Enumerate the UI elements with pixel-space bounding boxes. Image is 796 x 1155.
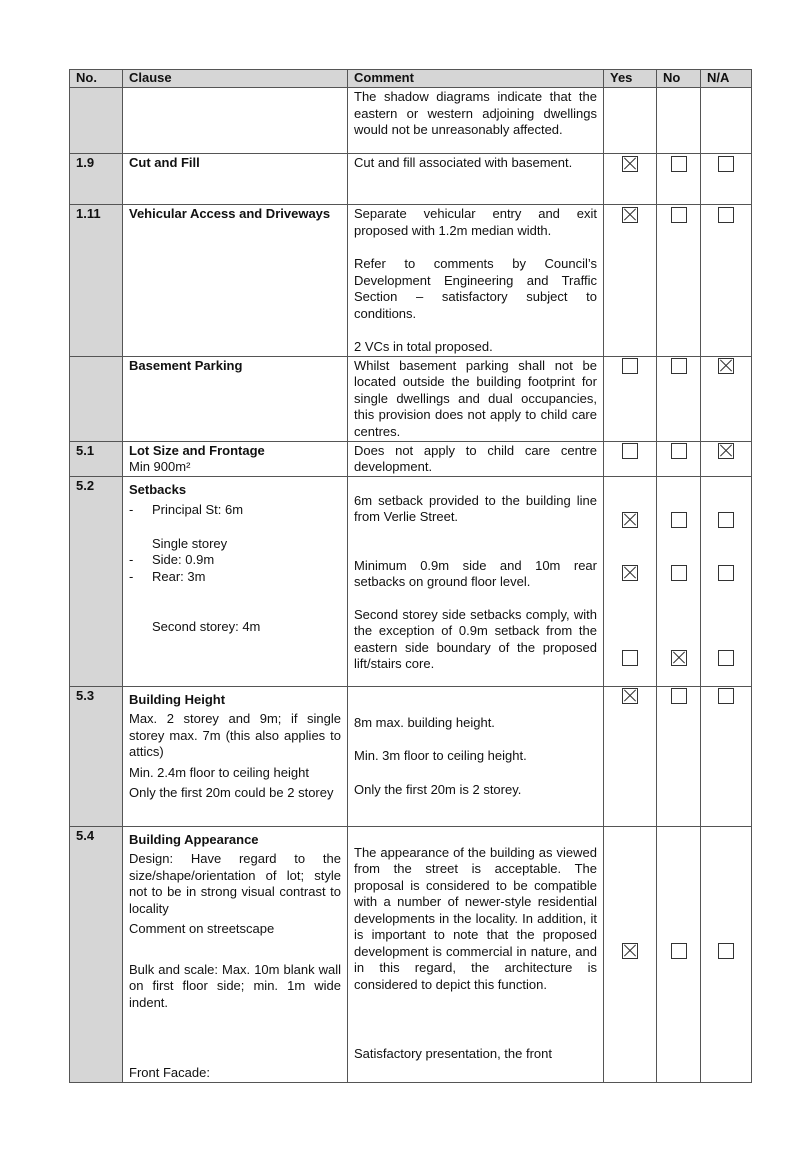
clause-number: 5.1 <box>70 441 123 476</box>
comment-cell: Separate vehicular entry and exit proposed with 1.2m median width. Refer to comments by Council’s Development Engineering and Traffic Section – satisfactory subject to conditions. 2 VCs in total proposed. <box>348 205 604 357</box>
table-row <box>70 154 752 205</box>
comment-cell: 8m max. building height. Min. 3m floor to ceiling height. Only the first 20m is 2 storey. <box>348 686 604 826</box>
no-checkbox[interactable] <box>671 688 687 704</box>
header-no-col: No <box>657 70 701 88</box>
clause-number: 5.2 <box>70 476 123 686</box>
table-header-row <box>70 70 752 88</box>
no-checkbox[interactable] <box>671 565 687 581</box>
no-checkbox[interactable] <box>671 207 687 223</box>
clause-title: Building Appearance <box>129 831 259 847</box>
clause-cell <box>123 441 348 476</box>
yes-checkbox[interactable] <box>622 650 638 666</box>
yes-checkbox[interactable] <box>622 443 638 459</box>
na-checkbox[interactable] <box>718 943 734 959</box>
yes-checkbox-checked[interactable] <box>622 512 638 528</box>
clause-number: 1.9 <box>70 154 123 205</box>
yes-checkbox-checked[interactable] <box>622 156 638 172</box>
no-checkbox[interactable] <box>671 156 687 172</box>
table-row <box>70 356 752 441</box>
clause-title: Basement Parking <box>123 356 348 441</box>
na-checkbox[interactable] <box>718 207 734 223</box>
yes-checkbox-checked[interactable] <box>622 565 638 581</box>
na-checkbox[interactable] <box>718 565 734 581</box>
table-row <box>70 476 752 686</box>
header-comment: Comment <box>348 70 604 88</box>
header-no: No. <box>70 70 123 88</box>
compliance-table <box>69 69 752 1083</box>
no-checkbox[interactable] <box>671 943 687 959</box>
table-row <box>70 441 752 476</box>
table-row <box>70 686 752 826</box>
clause-title: Cut and Fill <box>123 154 348 205</box>
comment-cell: The shadow diagrams indicate that the eastern or western adjoining dwellings would not be unreasonably affected. <box>348 88 604 154</box>
na-checkbox[interactable] <box>718 650 734 666</box>
yes-checkbox-checked[interactable] <box>622 688 638 704</box>
comment-cell: Cut and fill associated with basement. <box>348 154 604 205</box>
na-checkbox-checked[interactable] <box>718 443 734 459</box>
yes-checkbox[interactable] <box>622 358 638 374</box>
comment-cell: 6m setback provided to the building line from Verlie Street. Minimum 0.9m side and 10m rear setbacks on ground floor level. Second storey side setbacks comply, with the exception of 0.9m setback from the eastern side boundary of the proposed lift/stairs core. <box>348 476 604 686</box>
no-checkbox-checked[interactable] <box>671 650 687 666</box>
na-checkbox[interactable] <box>718 156 734 172</box>
clause-cell: Setbacks - Principal St: 6m Single storey - Side: 0.9m - Rear: 3m Second storey: 4m <box>123 476 348 686</box>
no-checkbox[interactable] <box>671 512 687 528</box>
clause-title: Setbacks <box>129 481 187 497</box>
clause-title: Building Height <box>129 691 226 707</box>
na-checkbox[interactable] <box>718 688 734 704</box>
na-checkbox-checked[interactable] <box>718 358 734 374</box>
clause-title: Vehicular Access and Driveways <box>123 205 348 357</box>
clause-title: Lot Size and Frontage <box>129 442 265 458</box>
clause-number: 5.3 <box>70 686 123 826</box>
comment-cell: The appearance of the building as viewed from the street is acceptable. The proposal is considered to be compatible with a number of newer-style residential developments in the locality. In addition, it is important to note that the proposed development is commercial in nature, and in this regard, the architecture is considered to depict this function. Satisfactory presentation, the front <box>348 826 604 1082</box>
clause-cell: Building Height Max. 2 storey and 9m; if single storey max. 7m (this also applies to attics) Min. 2.4m floor to ceiling height Only the first 20m could be 2 storey <box>123 686 348 826</box>
header-clause: Clause <box>123 70 348 88</box>
na-checkbox[interactable] <box>718 512 734 528</box>
table-row <box>70 88 752 154</box>
yes-checkbox-checked[interactable] <box>622 207 638 223</box>
table-row <box>70 205 752 357</box>
clause-subtext: Min 900m² <box>129 459 191 474</box>
clause-cell: Building Appearance Design: Have regard to the size/shape/orientation of lot; style not to be in strong visual contrast to locality Comment on streetscape Bulk and scale: Max. 10m blank wall on first floor side; min. 1m wide indent. Front Facade: <box>123 826 348 1082</box>
clause-number: 1.11 <box>70 205 123 357</box>
no-checkbox[interactable] <box>671 358 687 374</box>
no-checkbox[interactable] <box>671 443 687 459</box>
table-row <box>70 826 752 1082</box>
comment-cell: Whilst basement parking shall not be located outside the building footprint for single dwellings and dual occupancies, this provision does not apply to child care centres. <box>348 356 604 441</box>
header-na: N/A <box>701 70 752 88</box>
header-yes: Yes <box>604 70 657 88</box>
clause-number: 5.4 <box>70 826 123 1082</box>
comment-cell: Does not apply to child care centre development. <box>348 441 604 476</box>
yes-checkbox-checked[interactable] <box>622 943 638 959</box>
